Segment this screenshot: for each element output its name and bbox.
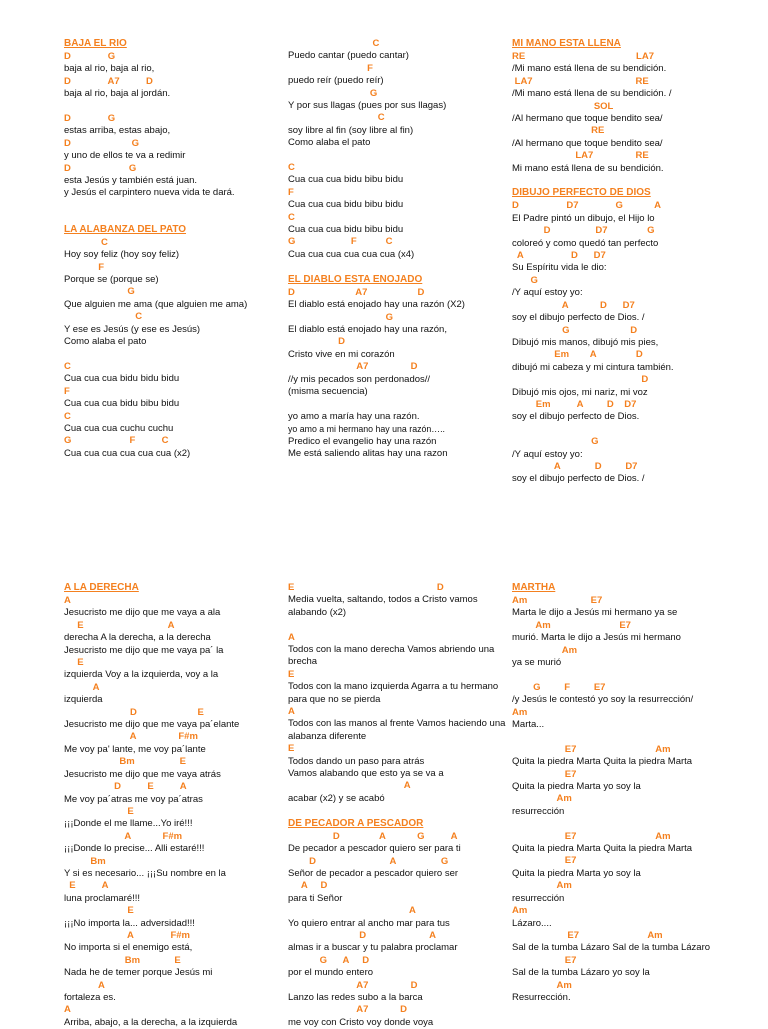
chord-line: A D D7 (512, 299, 635, 311)
lyric-line: Quita la piedra Marta yo soy la (512, 781, 641, 793)
lyric-line: fortaleza es. (64, 992, 116, 1003)
chord-line: A7 D (288, 1004, 407, 1016)
lyric-line: baja al rio, baja al jordán. (64, 88, 171, 100)
lyric-line: Y si es necesario... ¡¡¡Su nombre en la (64, 867, 226, 879)
chord-line: E7 Am (512, 743, 671, 755)
lyric-line: soy el dibujo perfecto de Dios. / (512, 473, 645, 485)
lyric-line: Cua cua cua cua cua cua (x4) (288, 248, 415, 260)
lyric-line: soy el dibujo perfecto de Dios. (512, 411, 640, 423)
lyric-line: Marta le dijo a Jesús mi hermano ya se (512, 607, 678, 619)
lyric-line: Jesucristo me dijo que me vaya atrás (64, 768, 221, 780)
lyric-line: ¡¡¡Donde lo precise... Alli estaré!!! (64, 843, 205, 855)
song-column (512, 582, 740, 1004)
chord-line: G F C (64, 435, 169, 447)
lyric-line: izquierda (64, 694, 103, 706)
lyric-line: resurrección (512, 892, 565, 904)
chord-line: A (64, 595, 71, 606)
lyric-line: yo amo a maría hay una razón. (288, 410, 420, 422)
lyric-line: soy el dibujo perfecto de Dios. / (512, 312, 645, 324)
lyric-line: Sal de la tumba Lázaro yo soy la (512, 967, 650, 979)
lyric-line: Todos con la mano derecha Vamos abriendo una brecha (288, 644, 495, 668)
chord-line: D G (64, 137, 139, 149)
chord-line: C (288, 112, 385, 124)
lyric-line: Puedo cantar (puedo cantar) (288, 50, 409, 62)
song-column (288, 38, 516, 460)
lyric-line: El diablo está enojado hay una razón, (288, 323, 447, 335)
chord-line: E7 (512, 954, 577, 966)
lyric-line: Y ese es Jesús (y ese es Jesús) (64, 323, 201, 335)
lyric-line: Mi mano está llena de su bendición. (512, 162, 664, 174)
lyric-line: Dibujó mis manos, dibujó mis pies, (512, 336, 659, 348)
song-title: DE PECADOR A PESCADOR (288, 817, 424, 829)
chord-line: A F#m (64, 731, 198, 743)
chord-line: D A G (288, 855, 449, 867)
spacer (64, 200, 292, 224)
song-title: BAJA EL RIO (64, 38, 127, 49)
lyric-line: coloreó y como quedó tan perfecto (512, 237, 659, 249)
song-title: A LA DERECHA (64, 582, 139, 593)
lyric-line: No importa si el enemigo está, (64, 942, 193, 954)
lyric-line: almas ir a buscar y tu palabra proclamar (288, 942, 458, 954)
lyric-line: Dibujó mis ojos, mi nariz, mi voz (512, 386, 648, 398)
chord-line: D A7 D (288, 286, 425, 298)
lyric-line: Vamos alabando que esto ya se va a (288, 768, 444, 780)
lyric-line: Lanzo las redes subo a la barca (288, 991, 423, 1003)
lyric-line: Media vuelta, saltando, todos a Cristo vamos alabando (x2) (288, 594, 478, 618)
chord-line: G F E7 (512, 681, 606, 693)
lyric-line: /Mi mano está llena de su bendición. (512, 63, 667, 75)
lyric-line: /Y aquí estoy yo: (512, 287, 583, 299)
lyric-line: Me voy pa' lante, me voy pa´lante (64, 743, 206, 755)
lyric-line: baja al rio, baja al rio, (64, 63, 155, 75)
lyric-line: yo amo a mi hermano hay una razón….. (288, 424, 445, 435)
chord-line: Em A D (512, 349, 643, 361)
chord-line: D A G A (288, 830, 458, 842)
lyric-line: /Y aquí estoy yo: (512, 448, 583, 460)
spacer (512, 731, 740, 743)
chord-line: C (64, 360, 71, 372)
lyric-line: resurrección (512, 805, 565, 817)
lyric-line: por el mundo entero (288, 967, 374, 979)
song-title: DIBUJO PERFECTO DE DIOS (512, 187, 651, 199)
lyric-line: Hoy soy feliz (hoy soy feliz) (64, 249, 180, 261)
spacer (288, 619, 516, 631)
chord-line: D E (64, 706, 204, 718)
chord-line: D (288, 336, 346, 348)
chord-line: F (288, 62, 373, 74)
chord-line: Bm (64, 855, 106, 867)
chord-line: E D (288, 582, 444, 593)
lyric-line: ¡¡¡No importa la... adversidad!!! (64, 917, 195, 929)
lyric-line: (misma secuencia) (288, 385, 368, 397)
chord-line: D G (64, 113, 116, 125)
lyric-line: Me está saliendo alitas hay una razon (288, 447, 448, 459)
chord-line: D D7 G (512, 225, 655, 237)
chord-line: A (288, 631, 295, 643)
spacer (512, 818, 740, 830)
chord-line: A (288, 905, 416, 917)
chord-line: A (288, 706, 295, 718)
lyric-line: Como alaba el pato (288, 137, 371, 149)
chord-line: G (288, 87, 378, 99)
chord-line: G (512, 436, 599, 448)
lyric-line: Quita la piedra Marta Quita la piedra Marta (512, 843, 693, 855)
chord-line: RE LA7 (512, 51, 654, 62)
lyric-line: Cua cua cua bidu bibu bidu (288, 174, 404, 186)
lyric-line: Como alaba el pato (64, 336, 147, 348)
song-title: MARTHA (512, 582, 556, 593)
lyric-line: soy libre al fin (soy libre al fin) (288, 124, 414, 136)
chord-line: D (512, 374, 649, 386)
lyric-line: Cua cua cua cuchu cuchu (64, 422, 174, 434)
chord-line: LA7 RE (512, 75, 649, 87)
chord-line: C (288, 211, 295, 223)
lyric-line: Todos dando un paso para atrás (288, 755, 425, 767)
chord-line: Am E7 (512, 595, 603, 606)
chord-line: D D7 G A (512, 200, 662, 212)
chord-line: A (64, 681, 100, 693)
lyric-line: dibujó mi cabeza y mi cintura también. (512, 361, 674, 373)
chord-line: C (64, 311, 143, 323)
lyric-line: estas arriba, estas abajo, (64, 125, 171, 137)
chord-line: F (288, 186, 294, 198)
chord-line: G (64, 286, 135, 298)
song-column (64, 582, 292, 1029)
chord-line: E (64, 657, 84, 669)
chord-line: G F C (288, 236, 393, 248)
spacer (288, 261, 516, 273)
lyric-line: luna proclamaré!!! (64, 892, 141, 904)
lyric-line: y Jesús el carpintero nueva vida te dará. (64, 187, 235, 199)
lyric-line: El diablo está enojado hay una razón (X2) (288, 299, 465, 311)
song-column (64, 38, 292, 460)
chord-line: A F#m (64, 830, 183, 842)
lyric-line: Y por sus llagas (pues por sus llagas) (288, 100, 447, 112)
lyric-line: puedo reír (puedo reír) (288, 75, 384, 87)
lyric-line: ya se murió (512, 657, 562, 669)
chord-line: RE (512, 125, 605, 137)
lyric-line: Lázaro.... (512, 917, 552, 929)
chord-line: F (64, 261, 105, 273)
lyric-line: /Mi mano está llena de su bendición. / (512, 88, 672, 100)
lyric-line: acabar (x2) y se acabó (288, 792, 385, 804)
chord-line: A D (288, 880, 328, 892)
chord-line: D A7 D (64, 75, 153, 87)
chord-line: C (64, 410, 71, 422)
spacer (512, 424, 740, 436)
lyric-line: Yo quiero entrar al ancho mar para tus (288, 917, 450, 929)
lyric-line: izquierda Voy a la izquierda, voy a la (64, 669, 219, 681)
spacer (64, 349, 292, 361)
song-column (288, 582, 516, 1029)
lyric-line: Cua cua cua bidu bibu bidu (288, 224, 404, 236)
chord-line: Am (512, 644, 578, 656)
lyric-line: Porque se (porque se) (64, 274, 159, 286)
spacer (512, 669, 740, 681)
lyric-line: Que alguien me ama (que alguien me ama) (64, 298, 248, 310)
chord-line: G D (512, 324, 638, 336)
chord-line: LA7 RE (512, 150, 649, 162)
chord-line: SOL (512, 100, 614, 112)
chord-line: C (288, 38, 380, 49)
chord-line: Em A D D7 (512, 398, 637, 410)
chord-line: D G (64, 51, 116, 62)
chord-line: Bm E (64, 756, 186, 768)
lyric-line: //y mis pecados son perdonados// (288, 373, 431, 385)
chord-line: A F#m (64, 929, 190, 941)
chord-line: A7 D (288, 979, 418, 991)
lyric-line: Cua cua cua bidu bibu bidu (64, 398, 180, 410)
spacer (64, 101, 292, 113)
lyric-line: Marta... (512, 719, 545, 731)
chord-line: E7 (512, 768, 577, 780)
lyric-line: Cristo vive en mi corazón (288, 348, 395, 360)
chord-line: Am (512, 880, 572, 892)
chord-line: E7 Am (512, 830, 671, 842)
chord-line: E7 (512, 855, 577, 867)
lyric-line: Sal de la tumba Lázaro Sal de la tumba Lázaro (512, 942, 711, 954)
lyric-line: Quita la piedra Marta Quita la piedra Marta (512, 756, 693, 768)
song-title: LA ALABANZA DEL PATO (64, 223, 187, 235)
lyric-line: Señor de pecador a pescador quiero ser (288, 867, 459, 879)
chord-line: C (288, 162, 295, 174)
lyric-line: Todos con las manos al frente Vamos haciendo una alabanza diferente (288, 718, 506, 742)
chord-line: F (64, 385, 70, 397)
lyric-line: Su Espíritu vida le dio: (512, 262, 607, 274)
chord-line: E (64, 905, 134, 917)
chord-line: G (512, 274, 538, 286)
song-title: MI MANO ESTA LLENA (512, 38, 621, 49)
chord-line: Am (512, 979, 572, 991)
lyric-line: Resurrección. (512, 991, 571, 1003)
chord-line: D E A (64, 781, 187, 793)
lyric-line: Nada he de temer porque Jesús mi (64, 967, 213, 979)
lyric-line: Predico el evangelio hay una razón (288, 435, 437, 447)
lyric-line: Jesucristo me dijo que me vaya a ala (64, 607, 221, 619)
chord-line: E A (64, 880, 109, 892)
spacer (288, 398, 516, 410)
lyric-line: para ti Señor (288, 892, 343, 904)
lyric-line: Cua cua cua bidu bibu bidu (288, 199, 404, 211)
chord-line: A7 D (288, 361, 418, 373)
chord-line: G A D (288, 954, 370, 966)
lyric-line: murió. Marta le dijo a Jesús mi hermano (512, 632, 681, 644)
chord-line: D A (288, 929, 436, 941)
chord-line: A (64, 979, 105, 991)
lyric-line: esta Jesús y también está juan. (64, 175, 198, 187)
lyric-line: /Al hermano que toque bendito sea/ (512, 113, 663, 125)
lyric-line: Arriba, abajo, a la derecha, a la izquierda (64, 1016, 238, 1028)
spacer (512, 175, 740, 187)
chord-line: E (64, 805, 134, 817)
spacer (288, 805, 516, 817)
chord-line: Am (512, 706, 528, 718)
lyric-line: Jesucristo me dijo que me vaya pa´ la (64, 644, 224, 656)
chord-line: Am E7 (512, 619, 631, 631)
chord-line: E7 Am (512, 929, 663, 941)
lyric-line: Cua cua cua cua cua cua (x2) (64, 447, 191, 459)
chord-line: A D D7 (512, 250, 606, 262)
lyric-line: y uno de ellos te va a redimir (64, 150, 186, 162)
lyric-line: ¡¡¡Donde el me llame...Yo iré!!! (64, 818, 193, 830)
chord-line: A (288, 780, 411, 792)
chord-line: E (288, 743, 295, 755)
chord-line: D G (64, 162, 137, 174)
lyric-line: De pecador a pescador quiero ser para ti (288, 843, 461, 855)
lyric-line: Cua cua cua bidu bidu bidu (64, 373, 180, 385)
chord-line: A D D7 (512, 460, 638, 472)
lyric-line: derecha A la derecha, a la derecha (64, 632, 211, 644)
lyric-line: Jesucristo me dijo que me vaya pa´elante (64, 719, 240, 731)
song-column (512, 38, 740, 486)
lyric-line: Todos con la mano izquierda Agarra a tu hermano para que no se pierda (288, 681, 499, 705)
chord-line: Bm E (64, 954, 181, 966)
chord-line: G (288, 311, 394, 323)
spacer (288, 150, 516, 162)
lyric-line: El Padre pintó un dibujo, el Hijo lo (512, 212, 655, 224)
chord-line: E A (64, 619, 175, 631)
chord-line: E (288, 668, 295, 680)
chord-line: A (64, 1004, 71, 1016)
lyric-line: /Al hermano que toque bendito sea/ (512, 137, 663, 149)
lyric-line: Me voy pa´atras me voy pa´atras (64, 793, 203, 805)
song-title: EL DIABLO ESTA ENOJADO (288, 273, 423, 285)
chord-line: C (64, 236, 108, 248)
chord-line: Am (512, 793, 572, 805)
lyric-line: Quita la piedra Marta yo soy la (512, 867, 641, 879)
lyric-line: /y Jesús le contestó yo soy la resurrección/ (512, 694, 694, 706)
chord-line: Am (512, 905, 528, 917)
lyric-line: me voy con Cristo voy donde voya (288, 1016, 434, 1028)
